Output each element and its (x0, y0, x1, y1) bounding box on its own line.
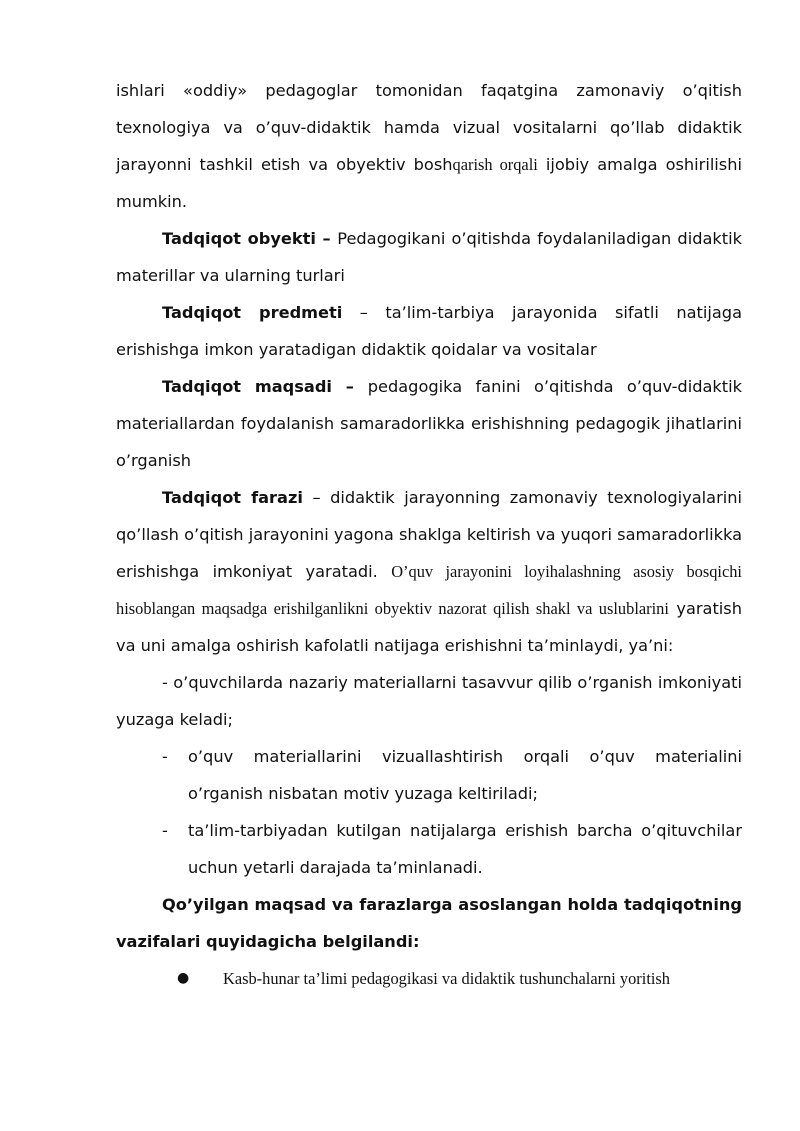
research-goal-paragraph (116, 368, 742, 479)
research-object-text: Pedagogikani o’qitishda foydalaniladigan didaktik materillar va ularning turlari (116, 229, 742, 285)
task-item-1-text: Kasb-hunar ta’limi pedagogikasi va didaktik tushunchalarni yoritish (223, 969, 670, 988)
research-subject-text: – ta’lim-tarbiya jarayonida sifatli natijaga erishishga imkon yaratadigan didaktik qoidalar va vositalar (116, 303, 742, 359)
intro-text: ishlari «oddiy» pedagoglar tomonidan faqatgina zamonaviy o’qitish texnologiya va o’quv-didaktik hamda vizual vositalarni qo’llab didaktik jarayonni tashkil etish va obyektiv bosh (116, 81, 742, 174)
dash-marker: - (162, 821, 168, 840)
list-item-2-text: o’quv materiallarini vizuallashtirish orqali o’quv materialini o’rganish nisbatan motiv yuzaga keltiriladi; (188, 747, 742, 803)
list-item-1: - o’quvchilarda nazariy materiallarni tasavvur qilib o’rganish imkoniyati yuzaga keladi; (116, 673, 742, 729)
document-page (116, 72, 742, 997)
research-subject-label: Tadqiqot predmeti (162, 303, 343, 322)
intro-text-end: ijobiy amalga oshirilishi mumkin. (116, 155, 742, 211)
intro-paragraph (116, 72, 742, 220)
tasks-heading: Qo’yilgan maqsad va farazlarga asoslangan holda tadqiqotning vazifalari quyidagicha belgilandi: (116, 895, 742, 951)
research-goal-text: pedagogika fanini o’qitishda o’quv-didaktik materiallardan foydalanish samaradorlikka erishishning pedagogik jihatlarini o’rganish (116, 377, 742, 470)
list-item-3-text: ta’lim-tarbiyadan kutilgan natijalarga erishish barcha o’qituvchilar uchun yetarli darajada ta’minlanadi. (188, 821, 742, 877)
research-goal-label: Tadqiqot maqsadi – (162, 377, 368, 396)
list-item-2 (162, 738, 742, 812)
research-object-label: Tadqiqot obyekti – (162, 229, 338, 248)
research-subject-paragraph (116, 294, 742, 368)
research-object-paragraph (116, 220, 742, 294)
task-item-1 (177, 960, 742, 997)
dash-marker: - (162, 747, 168, 766)
list-item-3 (162, 812, 742, 886)
bullet-icon: ● (177, 970, 190, 986)
research-hypothesis-paragraph (116, 479, 742, 664)
research-hypothesis-label: Tadqiqot farazi (162, 488, 303, 507)
intro-text-serif: qarish orqali (452, 155, 538, 174)
research-hypothesis-text-serif: O’quv jarayonini loyihalashning asosiy bosqichi hisoblangan maqsadga erishilganlikni obyektiv nazorat qilish shakl va uslublarini (116, 562, 742, 618)
research-hypothesis-text: – didaktik jarayonning zamonaviy texnologiyalarini qo’llash o’qitish jarayonini yagona shaklga keltirish va yuqori samaradorlikka erishishga imkoniyat yaratadi. (116, 488, 742, 581)
research-hypothesis-text-end: yaratish va uni amalga oshirish kafolatli natijaga erishishni ta’minlaydi, ya’ni: (116, 599, 742, 655)
